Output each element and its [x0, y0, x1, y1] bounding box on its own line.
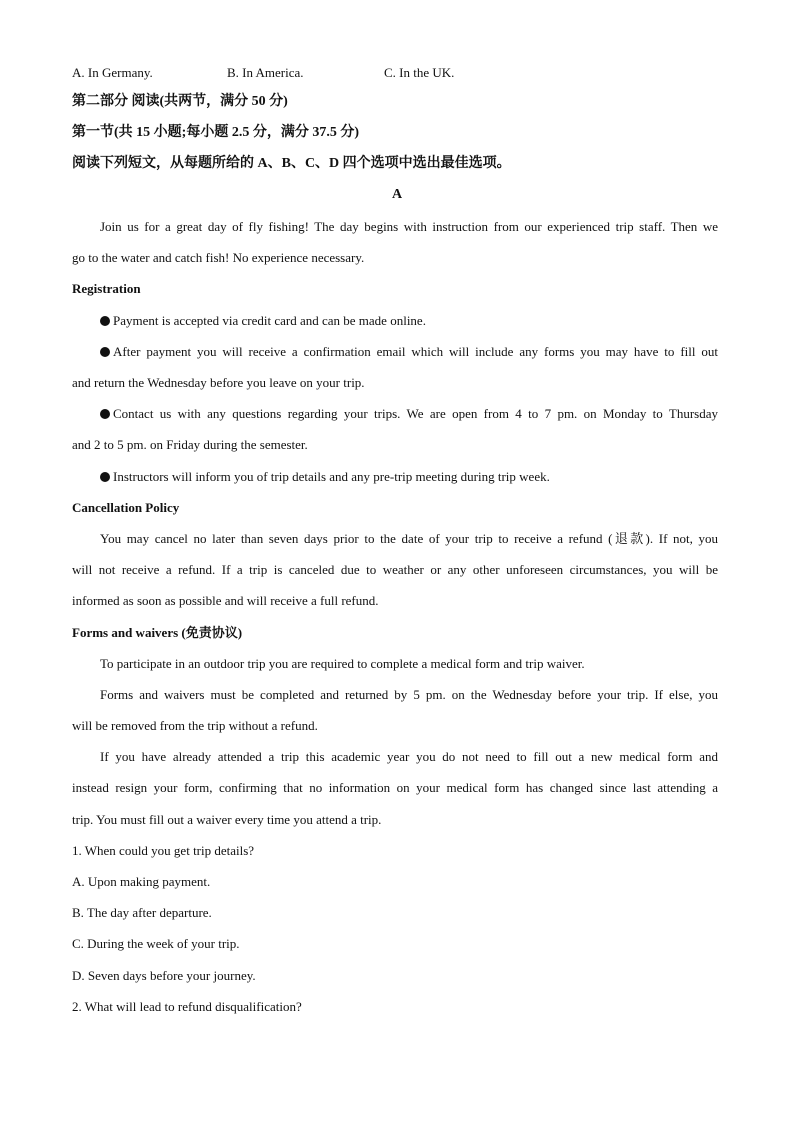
bullet-text: Payment is accepted via credit card and can be made online.	[113, 313, 426, 328]
registration-bullet-2	[100, 343, 718, 361]
forms-p1: To participate in an outdoor trip you are required to complete a medical form and trip waiver.	[100, 656, 585, 671]
registration-bullet-1	[100, 312, 718, 330]
forms-heading: Forms and waivers (免责协议)	[72, 625, 243, 640]
bullet-icon	[100, 409, 110, 419]
instruction: 阅读下列短文，从每题所给的 A、B、C、D 四个选项中选出最佳选项。	[72, 156, 511, 171]
forms-p2-line-2: will be removed from the trip without a refund.	[72, 718, 318, 733]
intro-line-1: Join us for a great day of fly fishing! The day begins with instruction from our experienced trip staff. Then we	[100, 219, 718, 234]
cancellation-line-1: You may cancel no later than seven days prior to the date of your trip to receive a refund (退款). If not, you	[100, 531, 718, 546]
bullet-icon	[100, 347, 110, 357]
forms-p2-line-1: Forms and waivers must be completed and returned by 5 pm. on the Wednesday before your trip. If else, you	[100, 687, 718, 702]
registration-bullet-3	[100, 405, 718, 423]
section1-title: 第一节(共 15 小题;每小题 2.5 分，满分 37.5 分)	[72, 125, 359, 140]
registration-heading: Registration	[72, 281, 141, 296]
bullet-icon	[100, 316, 110, 326]
question-1-option-b: B. The day after departure.	[72, 905, 212, 920]
registration-bullet-4	[100, 468, 718, 486]
passage-label: A	[391, 187, 403, 202]
cancellation-line-3: informed as soon as possible and will receive a full refund.	[72, 593, 379, 608]
cancellation-heading: Cancellation Policy	[72, 500, 180, 515]
prev-option-c: C. In the UK.	[384, 65, 455, 80]
part2-title: 第二部分 阅读(共两节，满分 50 分)	[72, 94, 288, 109]
bullet-icon	[100, 472, 110, 482]
registration-bullet-2-cont: and return the Wednesday before you leave on your trip.	[72, 375, 365, 390]
question-1-option-d: D. Seven days before your journey.	[72, 968, 256, 983]
prev-option-a: A. In Germany.	[72, 65, 153, 80]
forms-p3-line-1: If you have already attended a trip this academic year you do not need to fill out a new medical form and	[100, 749, 718, 764]
bullet-text: Contact us with any questions regarding your trips. We are open from 4 to 7 pm. on Monday to Thursday	[113, 406, 718, 421]
question-1-option-a: A. Upon making payment.	[72, 874, 211, 889]
question-2-stem: 2. What will lead to refund disqualification?	[72, 999, 302, 1014]
intro-line-2: go to the water and catch fish! No experience necessary.	[72, 250, 365, 265]
bullet-text: Instructors will inform you of trip details and any pre-trip meeting during trip week.	[113, 469, 550, 484]
forms-p3-line-3: trip. You must fill out a waiver every time you attend a trip.	[72, 812, 382, 827]
forms-p3-line-2: instead resign your form, confirming that no information on your medical form has changed since last attending a	[72, 780, 718, 795]
cancellation-line-2: will not receive a refund. If a trip is canceled due to weather or any other unforeseen circumstances, you will be	[72, 562, 718, 577]
registration-bullet-3-cont: and 2 to 5 pm. on Friday during the semester.	[72, 437, 308, 452]
question-1-stem: 1. When could you get trip details?	[72, 843, 255, 858]
prev-option-b: B. In America.	[227, 65, 304, 80]
bullet-text: After payment you will receive a confirmation email which will include any forms you may have to fill out	[113, 344, 718, 359]
question-1-option-c: C. During the week of your trip.	[72, 936, 240, 951]
